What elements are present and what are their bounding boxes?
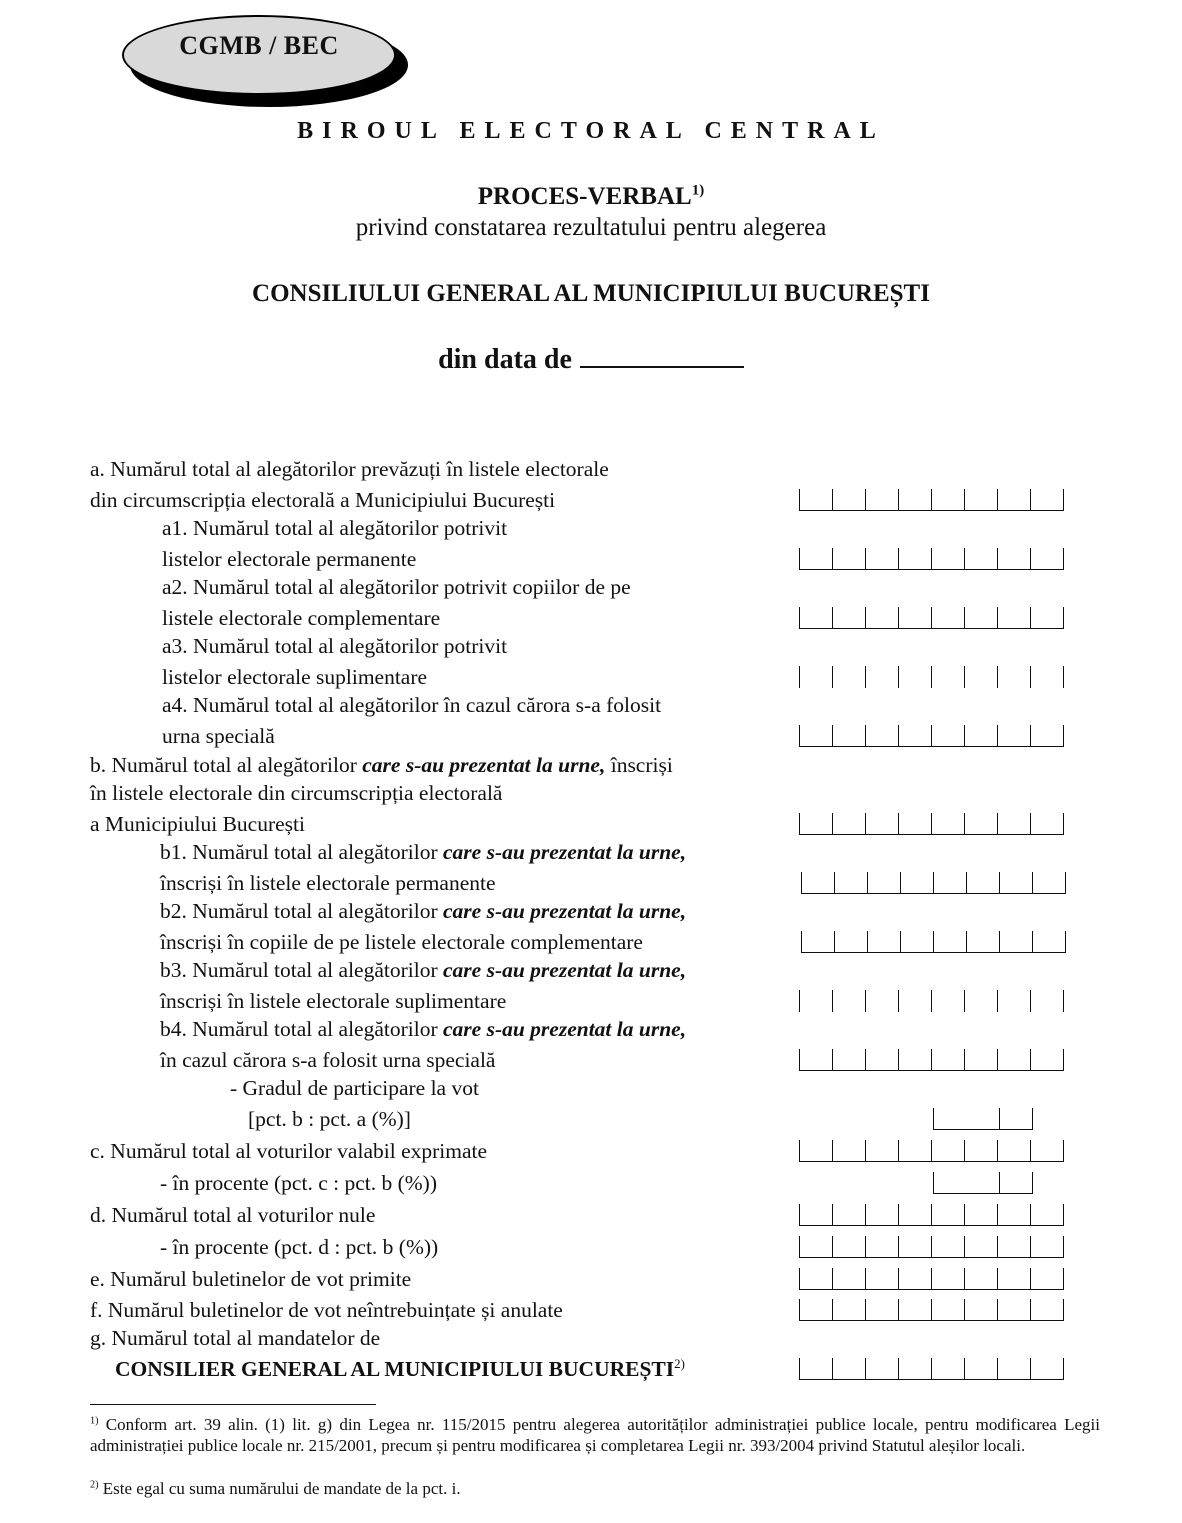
row-d-line1: d. Numărul total al voturilor nule (90, 1203, 376, 1227)
row-d-line2: - în procente (pct. d : pct. b (%)) (160, 1235, 439, 1259)
row-b3-emphasis: care s-au prezentat la urne, (443, 958, 687, 982)
row-b2-line2: înscriși în copiile de pe listele electorale complementare (160, 930, 643, 954)
badge-label: CGMB / BEC (179, 31, 339, 60)
digit-boxes-b3[interactable] (799, 990, 1064, 1014)
row-g-footnote-mark: 2) (674, 1356, 685, 1371)
row-grad-line2: [pct. b : pct. a (%)] (248, 1107, 411, 1131)
row-b4-line1 (160, 1019, 686, 1041)
row-a2-line2: listele electorale complementare (162, 606, 441, 630)
row-b-post: înscriși (605, 753, 673, 777)
row-a4-line1: a4. Numărul total al alegătorilor în cazul cărora s-a folosit (162, 693, 662, 717)
digit-boxes-g[interactable] (799, 1358, 1064, 1382)
digit-boxes-a4[interactable] (799, 725, 1064, 749)
row-b1-line1 (160, 842, 686, 864)
row-b3-pre: b3. Numărul total al alegătorilor (160, 958, 443, 982)
footnote-2-mark: 2) (90, 1479, 99, 1491)
footnote-1 (90, 1414, 1100, 1456)
row-b1-emphasis: care s-au prezentat la urne, (443, 840, 687, 864)
digit-boxes-f[interactable] (799, 1299, 1064, 1323)
row-b4-line2: în cazul cărora s-a folosit urna specială (160, 1048, 496, 1072)
footnote-divider (90, 1404, 376, 1405)
row-b-line3: a Municipiului București (90, 812, 305, 836)
row-e: e. Numărul buletinelor de vot primite (90, 1267, 412, 1291)
row-g-emphasis: CONSILIER GENERAL AL MUNICIPIULUI BUCUREȘTI (115, 1357, 675, 1381)
digit-boxes-d-percent[interactable] (799, 1236, 1064, 1260)
digit-boxes-d[interactable] (799, 1204, 1064, 1228)
row-b3-line1 (160, 960, 686, 982)
pv-heading-text: PROCES-VERBAL (477, 183, 692, 210)
digit-boxes-b[interactable] (799, 813, 1064, 837)
row-b4-emphasis: care s-au prezentat la urne, (443, 1017, 687, 1041)
row-b1-pre: b1. Numărul total al alegătorilor (160, 840, 443, 864)
row-b-emphasis: care s-au prezentat la urne, (362, 753, 606, 777)
row-g-line1: g. Numărul total al mandatelor de (90, 1326, 381, 1350)
digit-boxes-b2[interactable] (801, 931, 1066, 955)
digit-boxes-c-percent[interactable] (933, 1172, 1033, 1196)
row-b2-emphasis: care s-au prezentat la urne, (443, 899, 687, 923)
badge-oval (122, 15, 396, 95)
row-b2-line1 (160, 901, 686, 923)
row-f: f. Numărul buletinelor de vot neîntrebuințate și anulate (90, 1298, 563, 1322)
row-a3-line2: listelor electorale suplimentare (162, 665, 428, 689)
row-b2-pre: b2. Numărul total al alegătorilor (160, 899, 443, 923)
digit-boxes-a1[interactable] (799, 548, 1064, 572)
row-a2-line1: a2. Numărul total al alegătorilor potrivit copiilor de pe (162, 575, 631, 599)
date-line (0, 340, 1182, 376)
pv-footnote-mark: 1) (691, 182, 705, 199)
row-a-line2: din circumscripția electorală a Municipiului București (90, 488, 556, 512)
row-c-line2: - în procente (pct. c : pct. b (%)) (160, 1171, 437, 1195)
row-b-line1 (90, 755, 673, 777)
row-a3-line1: a3. Numărul total al alegătorilor potrivit (162, 634, 508, 658)
row-g-line2 (115, 1356, 685, 1381)
row-grad-line1: - Gradul de participare la vot (230, 1076, 479, 1100)
council-heading: CONSILIULUI GENERAL AL MUNICIPIULUI BUCUREȘTI (252, 280, 930, 307)
digit-boxes-a2[interactable] (799, 607, 1064, 631)
digit-boxes-b4[interactable] (799, 1049, 1064, 1073)
date-blank-field[interactable] (580, 340, 744, 368)
row-b-pre: b. Numărul total al alegătorilor (90, 753, 363, 777)
row-a1-line1: a1. Numărul total al alegătorilor potrivit (162, 516, 508, 540)
digit-boxes-e[interactable] (799, 1268, 1064, 1292)
row-b-line2: în listele electorale din circumscripția electorală (90, 781, 503, 805)
row-a-line1: a. Numărul total al alegătorilor prevăzuți în listele electorale (90, 457, 609, 481)
footnote-2-text: Este egal cu suma numărului de mandate de la pct. i. (98, 1479, 461, 1498)
digit-boxes-c[interactable] (799, 1140, 1064, 1164)
pv-subtitle: privind constatarea rezultatului pentru alegerea (355, 214, 827, 241)
digit-boxes-a3[interactable] (799, 666, 1064, 690)
row-b3-line2: înscriși în listele electorale suplimentare (160, 989, 507, 1013)
document-title: BIROUL ELECTORAL CENTRAL (297, 118, 885, 144)
digit-boxes-b1[interactable] (801, 872, 1066, 896)
pv-heading (0, 183, 1182, 211)
date-label: din data de (438, 344, 572, 375)
footnote-1-mark: 1) (90, 1415, 99, 1427)
row-a1-line2: listelor electorale permanente (162, 547, 417, 571)
digit-boxes-a[interactable] (799, 489, 1064, 513)
row-b4-pre: b4. Numărul total al alegătorilor (160, 1017, 443, 1041)
row-b1-line2: înscriși în listele electorale permanente (160, 871, 496, 895)
footnote-1-text: Conform art. 39 alin. (1) lit. g) din Legea nr. 115/2015 pentru alegerea autorităților administrației publice locale, pentru modificarea Legii administrației publice locale nr. 215/2001, precum și pentru modificarea și completarea Legii nr. 393/2004 privind Statutul aleșilor locali. (90, 1415, 1100, 1455)
row-a4-line2: urna specială (162, 724, 275, 748)
footnote-2 (90, 1478, 1100, 1499)
digit-boxes-participation[interactable] (933, 1108, 1033, 1132)
row-c-line1: c. Numărul total al voturilor valabil exprimate (90, 1139, 488, 1163)
